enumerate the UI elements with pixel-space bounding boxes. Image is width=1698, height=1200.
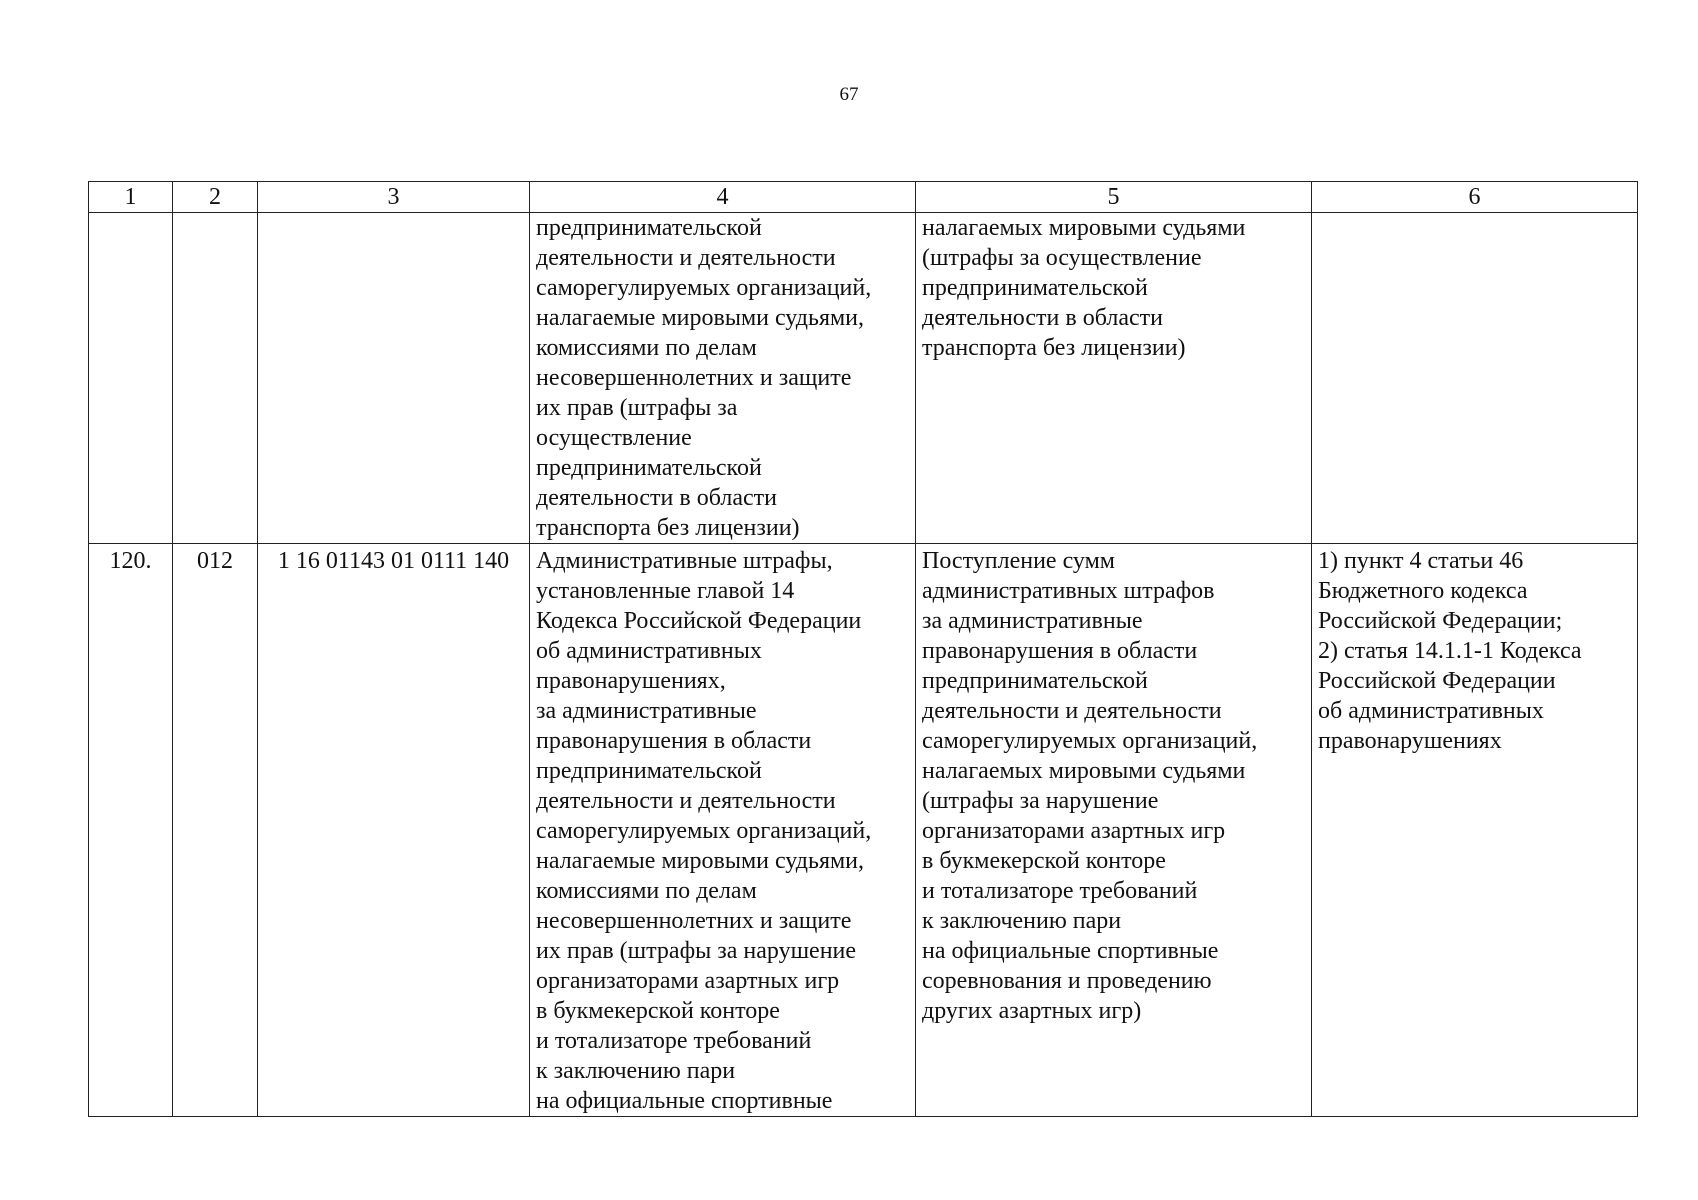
revenue-description-cell: налагаемых мировыми судьями (штрафы за осуществление предпринимательской деятельности в области транспорта без лицензии) (916, 213, 1312, 544)
column-header-2: 2 (173, 182, 258, 213)
table-row-120 (89, 544, 1638, 1117)
column-header-1: 1 (89, 182, 173, 213)
legal-basis-cell (1312, 213, 1638, 544)
legal-basis-cell: 1) пункт 4 статьи 46 Бюджетного кодекса Российской Федерации; 2) статья 14.1.1-1 Кодекса Российской Федерации об административных правонарушениях (1312, 544, 1638, 1117)
admin-code-cell: 012 (173, 544, 258, 1117)
row-number-cell: 120. (89, 544, 173, 1117)
column-number-row (89, 182, 1638, 213)
table-row-continuation (89, 213, 1638, 544)
revenue-name-cell: предпринимательской деятельности и деятельности саморегулируемых организаций, налагаемые мировыми судьями, комиссиями по делам несовершеннолетних и защите их прав (штрафы за осуществление предпринимательской деятельности в области транспорта без лицензии) (530, 213, 916, 544)
column-header-4: 4 (530, 182, 916, 213)
column-header-6: 6 (1312, 182, 1638, 213)
revenue-description-cell: Поступление сумм административных штрафов за административные правонарушения в области предпринимательской деятельности и деятельности саморегулируемых организаций, налагаемых мировыми судьями (штрафы за нарушение организаторами азартных игр в букмекерской конторе и тотализаторе требований к заключению пари на официальные спортивные соревнования и проведению других азартных игр) (916, 544, 1312, 1117)
admin-code-cell (173, 213, 258, 544)
page-number: 67 (839, 84, 859, 105)
revenue-name-cell: Административные штрафы, установленные главой 14 Кодекса Российской Федерации об административных правонарушениях, за административные правонарушения в области предпринимательской деятельности и деятельности саморегулируемых организаций, налагаемые мировыми судьями, комиссиями по делам несовершеннолетних и защите их прав (штрафы за нарушение организаторами азартных игр в букмекерской конторе и тотализаторе требований к заключению пари на официальные спортивные (530, 544, 916, 1117)
column-header-5: 5 (916, 182, 1312, 213)
budget-code-cell (258, 213, 530, 544)
row-number-cell (89, 213, 173, 544)
revenue-classification-table (88, 181, 1638, 1117)
column-header-3: 3 (258, 182, 530, 213)
budget-code-cell: 1 16 01143 01 0111 140 (258, 544, 530, 1117)
